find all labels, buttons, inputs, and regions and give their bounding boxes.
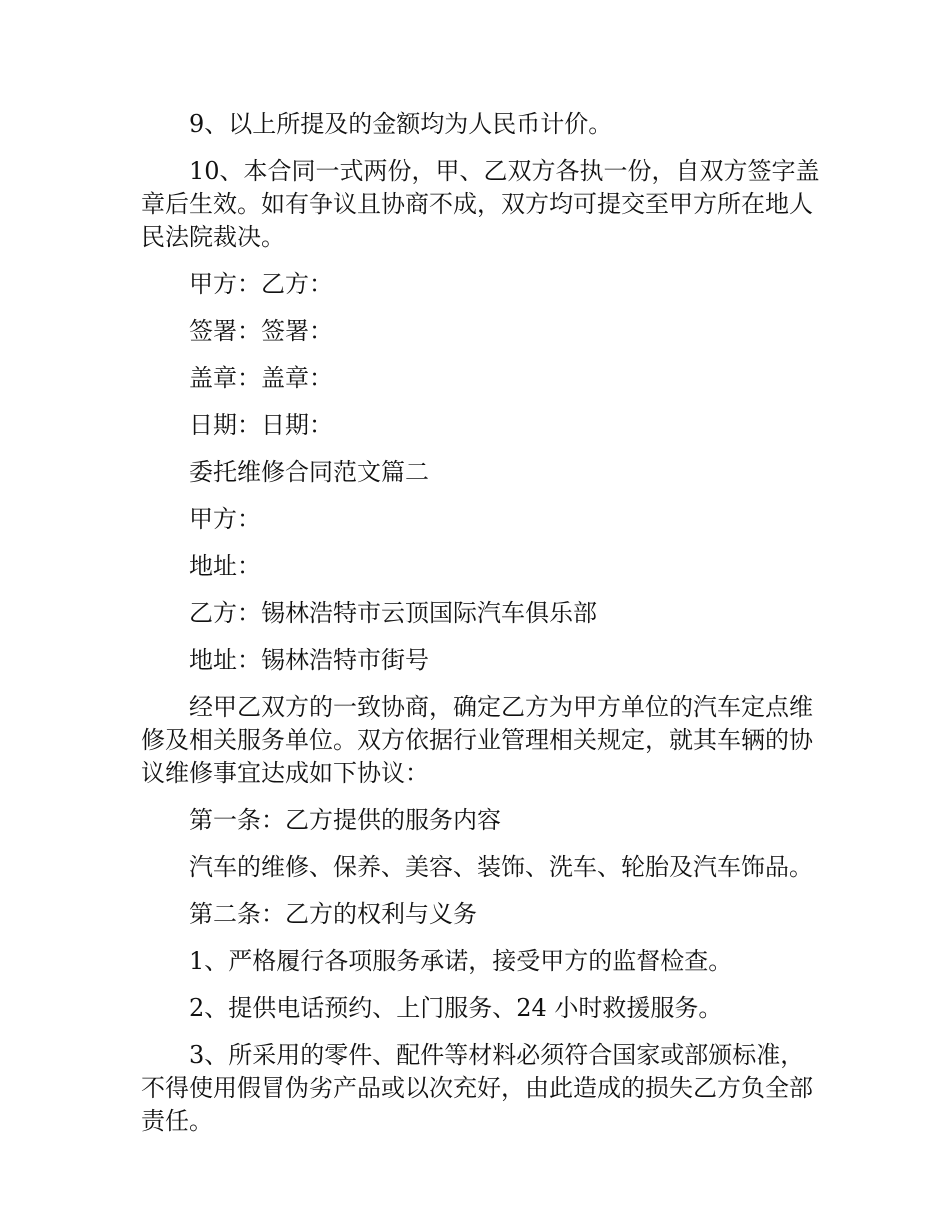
party-b-name: 乙方：锡林浩特市云顶国际汽车俱乐部 bbox=[189, 599, 597, 627]
party-a-label: 甲方： bbox=[189, 505, 261, 533]
article-2-item-2: 2、提供电话预约、上门服务、24 小时救援服务。 bbox=[189, 994, 723, 1022]
article-2-heading: 第二条：乙方的权利与义务 bbox=[189, 900, 477, 928]
party-a-address: 地址： bbox=[189, 552, 261, 580]
article-1-services: 汽车的维修、保养、美容、装饰、洗车、轮胎及汽车饰品。 bbox=[189, 853, 813, 881]
clause-9-currency: 9、以上所提及的金额均为人民币计价。 bbox=[189, 110, 613, 138]
article-2-item-3: 3、所采用的零件、配件等材料必须符合国家或部颁标准，不得使用假冒伪劣产品或以次充好，由此造成的损失乙方负全部责任。 bbox=[141, 1041, 813, 1135]
party-b-address: 地址：锡林浩特市街号 bbox=[189, 646, 429, 674]
signature-sign-line: 签署：签署： bbox=[189, 317, 333, 345]
section-title: 委托维修合同范文篇二 bbox=[189, 458, 429, 486]
clause-10-copies-disputes: 10、本合同一式两份，甲、乙双方各执一份，自双方签字盖章后生效。如有争议且协商不成，双方均可提交至甲方所在地人民法院裁决。 bbox=[141, 157, 820, 251]
signature-date-line: 日期：日期： bbox=[189, 411, 333, 439]
document-body bbox=[141, 108, 821, 1152]
article-1-heading: 第一条：乙方提供的服务内容 bbox=[189, 806, 501, 834]
article-2-item-1: 1、严格履行各项服务承诺，接受甲方的监督检查。 bbox=[189, 947, 733, 975]
signature-seal-line: 盖章：盖章： bbox=[189, 364, 333, 392]
preamble-paragraph: 经甲乙双方的一致协商，确定乙方为甲方单位的汽车定点维修及相关服务单位。双方依据行业管理相关规定，就其车辆的协议维修事宜达成如下协议： bbox=[141, 693, 813, 787]
signature-party-line: 甲方：乙方： bbox=[189, 270, 333, 298]
